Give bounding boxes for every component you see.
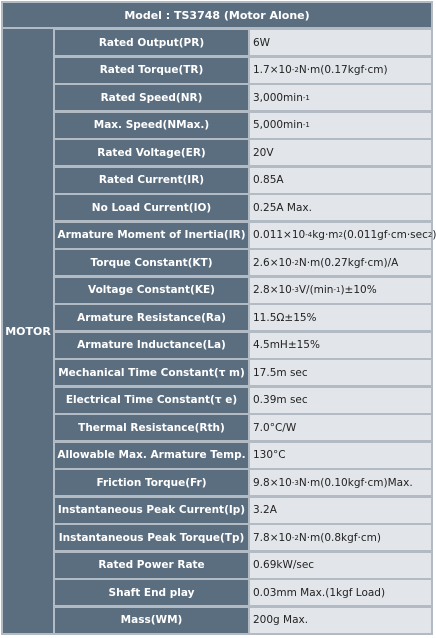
spec-value	[250, 360, 431, 385]
spec-value	[250, 333, 431, 358]
spec-value: 1.7×10 -2 N·m(0.17kgf·cm)	[250, 58, 431, 83]
table-row	[55, 333, 431, 358]
spec-value	[250, 168, 431, 193]
value-text: 6W	[253, 36, 271, 49]
table-row	[55, 553, 431, 578]
spec-value	[250, 30, 431, 55]
spec-value	[250, 580, 431, 605]
spec-value	[250, 443, 431, 468]
spec-label: Instantaneous Peak Torque(Tp)	[55, 525, 248, 550]
spec-value: 7.8×10 -2 N·m(0.8kgf·cm)	[250, 525, 431, 550]
table-row	[55, 30, 431, 55]
spec-label: Thermal Resistance(Rth)	[55, 415, 248, 440]
spec-label: Torque Constant(KT)	[55, 250, 248, 275]
spec-label: Mass(WM)	[55, 608, 248, 633]
value-text: )±10%	[340, 284, 377, 296]
spec-label: Max. Speed(NMax.)	[55, 113, 248, 138]
value-text: 5,000min	[253, 119, 303, 131]
spec-value: 2.6×10 -2 N·m(0.27kgf·cm)/A	[250, 250, 431, 275]
value-text: 200g Max.	[253, 614, 309, 626]
table-row	[55, 443, 431, 468]
value-text: 1.7×10	[253, 64, 292, 76]
value-text: N·m(0.17kgf·cm)	[298, 64, 388, 76]
spec-label: Rated Output(PR)	[55, 30, 248, 55]
spec-value	[250, 415, 431, 440]
value-text: 7.0°C/W	[253, 421, 297, 434]
value-text: (0.011gf·cm·sec	[342, 229, 428, 241]
group-label-motor: MOTOR	[3, 29, 53, 633]
value-text: 0.25A Max.	[253, 201, 312, 214]
table-row	[55, 195, 431, 220]
table-row	[55, 360, 431, 385]
table-title: Model : TS3748 (Motor Alone)	[3, 3, 431, 27]
value-text: 0.011×10	[253, 229, 306, 241]
spec-label: Rated Power Rate	[55, 553, 248, 578]
spec-value: 0.011×10 -4 kg·m 2 (0.011gf·cm·sec 2	[250, 223, 431, 248]
value-text	[432, 229, 436, 241]
table-row	[55, 168, 431, 193]
spec-value: 3,000min -1	[250, 85, 431, 110]
spec-label: Rated Current(IR)	[55, 168, 248, 193]
value-text: N·m(0.8kgf·cm)	[298, 531, 381, 544]
table-row	[55, 278, 431, 303]
table-row	[55, 223, 431, 248]
value-text: 0.85A	[253, 174, 284, 186]
value-text: 130°C	[253, 449, 286, 461]
table-row	[55, 470, 431, 495]
spec-value	[250, 553, 431, 578]
value-text: 20V	[253, 146, 274, 159]
spec-value: 5,000min -1	[250, 113, 431, 138]
value-text: 4.5mH±15%	[253, 339, 320, 351]
value-text: 11.5Ω±15%	[253, 311, 317, 324]
table-row	[55, 140, 431, 165]
value-text: 0.03mm Max.(1kgf Load)	[253, 586, 386, 599]
value-text: 0.39m sec	[253, 394, 308, 406]
spec-label: Instantaneous Peak Current(Ip)	[55, 498, 248, 523]
spec-value: 9.8×10 -3 N·m(0.10kgf·cm)Max.	[250, 470, 431, 495]
table-row	[55, 113, 431, 138]
spec-label: Friction Torque(Fr)	[55, 470, 248, 495]
spec-label: Armature Inductance(La)	[55, 333, 248, 358]
spec-value	[250, 195, 431, 220]
table-row	[55, 85, 431, 110]
value-text: kg·m	[312, 229, 339, 241]
table-row	[55, 580, 431, 605]
spec-label: Mechanical Time Constant(τ m)	[55, 360, 248, 385]
table-row	[55, 498, 431, 523]
spec-label: Voltage Constant(KE)	[55, 278, 248, 303]
value-text: 3,000min	[253, 91, 303, 104]
spec-value	[250, 140, 431, 165]
value-text: V/(min	[298, 284, 334, 296]
spec-label: Armature Moment of Inertia(IR)	[55, 223, 248, 248]
table-row	[55, 415, 431, 440]
spec-label: Electrical Time Constant(τ e)	[55, 388, 248, 413]
spec-label: Rated Speed(NR)	[55, 85, 248, 110]
spec-value	[250, 305, 431, 330]
table-row	[55, 250, 431, 275]
value-text: N·m(0.10kgf·cm)Max.	[298, 476, 413, 489]
value-text: 2.8×10	[253, 284, 292, 296]
table-row	[55, 388, 431, 413]
spec-value	[250, 608, 431, 633]
spec-value: 2.8×10 -3 V/(min -1 )±10%	[250, 278, 431, 303]
value-text: 7.8×10	[253, 531, 292, 544]
value-text: 9.8×10	[253, 476, 292, 489]
table-row	[55, 305, 431, 330]
table-row	[55, 58, 431, 83]
spec-value	[250, 388, 431, 413]
spec-label: Rated Voltage(ER)	[55, 140, 248, 165]
value-text: 17.5m sec	[253, 366, 308, 379]
spec-value	[250, 498, 431, 523]
spec-label: Shaft End play	[55, 580, 248, 605]
spec-label: Armature Resistance(Ra)	[55, 305, 248, 330]
spec-label: Allowable Max. Armature Temp.	[55, 443, 248, 468]
spec-label: No Load Current(IO)	[55, 195, 248, 220]
value-text: 0.69kW/sec	[253, 559, 315, 571]
value-text: 3.2A	[253, 504, 277, 516]
table-row	[55, 525, 431, 550]
value-text: 2.6×10	[253, 256, 292, 269]
spec-label: Rated Torque(TR)	[55, 58, 248, 83]
table-row	[55, 608, 431, 633]
value-text: N·m(0.27kgf·cm)/A	[298, 256, 399, 269]
